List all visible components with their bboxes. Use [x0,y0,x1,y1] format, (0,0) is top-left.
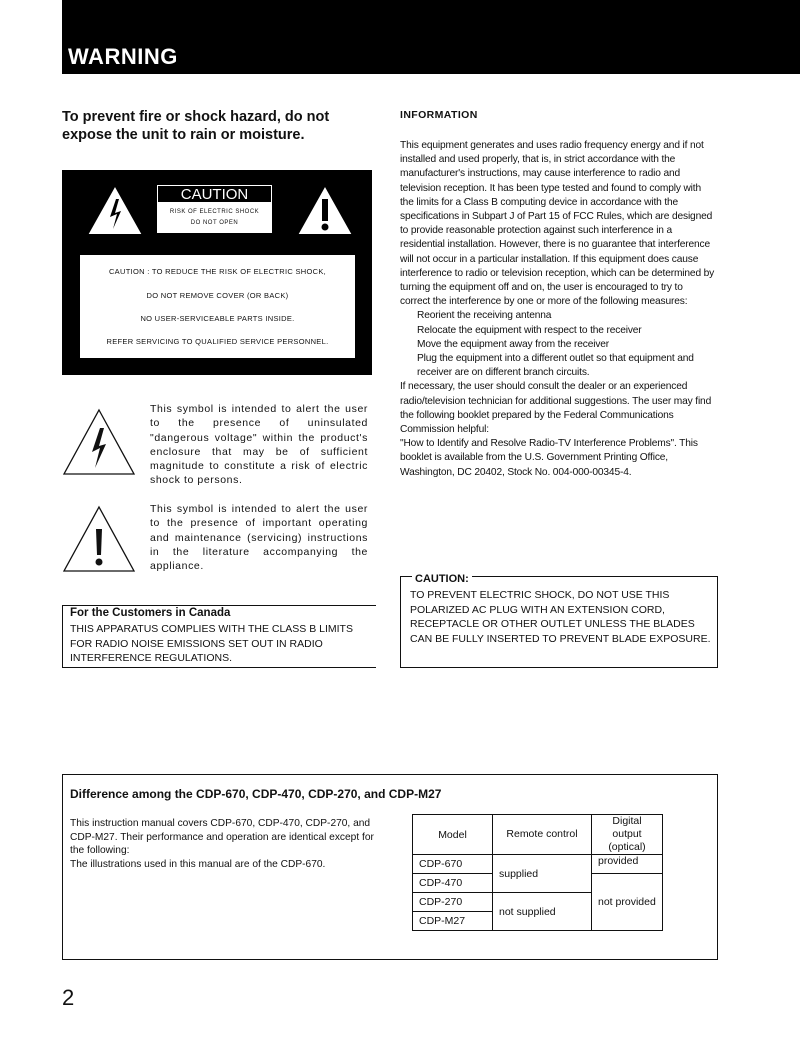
table-cell-model: CDP-470 [413,874,493,893]
caution-label-title: CAUTION [157,185,272,203]
information-paragraph: If necessary, the user should consult the dealer or an experienced radio/television technician for additional suggestions. The user may find the following booklet prepared by the Federal Communications Commission helpful: [400,381,712,436]
table-header: Digital output (optical) [592,815,663,855]
hazard-heading: To prevent fire or shock hazard, do not expose the unit to rain or moisture. [62,109,330,143]
canada-notice-text: THIS APPARATUS COMPLIES WITH THE CLASS B LIMITS FOR RADIO NOISE EMISSIONS SET OUT IN RADIO INTERFERENCE REGULATIONS. [70,623,353,664]
model-comparison-table [412,814,663,931]
information-heading: INFORMATION [400,109,478,121]
plug-caution-title: CAUTION: [415,573,469,585]
table-cell-model: CDP-270 [413,893,493,912]
table-cell-remote: supplied [493,855,592,893]
measure-item: Move the equipment away from the receiver [417,338,610,350]
table-cell-model: CDP-670 [413,855,493,874]
information-paragraph: This equipment generates and uses radio frequency energy and if not installed and used properly, that is, in strict accordance with the manufacturer's instructions, may cause interference to radio and television reception. It has been type tested and found to comply with the limits for a Class B computing device in accordance with the specifications in Subpart J of Part 15 of FCC Rules, which are designed to provide reasonable protection against such interference in a residential installation. However, there is no guarantee that interference will not occur in a particular installation. If this equipment does cause interference to radio or television reception, which can be determined by turning the equipment off and on, the user is encouraged to try to correct the interference by one or more of the following measures: [400,140,715,308]
information-body [400,139,715,480]
table-cell-remote: not supplied [493,893,592,931]
table-header: Model [413,815,493,855]
information-paragraph: "How to Identify and Resolve Radio-TV Interference Problems". This booklet is available from the U.S. Government Printing Office, Washington, DC 20402, Stock No. 004-000-00345-4. [400,438,698,478]
lightning-warning-icon [85,183,145,237]
measure-item: Reorient the receiving antenna [417,310,552,322]
exclamation-symbol-icon [62,505,136,573]
page-number: 2 [62,985,75,1010]
canada-notice-title: For the Customers in Canada [70,607,231,619]
lightning-symbol-description: This symbol is intended to alert the user to the presence of uninsulated "dangerous voltage" within the product's enclosure that may be of sufficient magnitude to constitute a risk of electric shock to persons. [150,403,368,487]
caution-label-line: DO NOT OPEN [190,220,239,226]
table-cell-model: CDP-M27 [413,912,493,931]
page-title: WARNING [68,44,178,69]
caution-notice [80,255,355,358]
caution-label-line: RISK OF ELECTRIC SHOCK [169,209,260,215]
exclamation-symbol-description: This symbol is intended to alert the user to the presence of important operating and maintenance (servicing) instructions in the literature accompanying the appliance. [150,503,368,573]
lightning-symbol-icon [62,408,136,476]
caution-notice-line: REFER SERVICING TO QUALIFIED SERVICE PERSONNEL. [106,337,329,346]
measure-item: Relocate the equipment with respect to the receiver [417,324,642,336]
model-difference-paragraph: The illustrations used in this manual are of the CDP-670. [70,858,326,870]
plug-caution-text: TO PREVENT ELECTRIC SHOCK, DO NOT USE THIS POLARIZED AC PLUG WITH AN EXTENSION CORD, RECEPTACLE OR OTHER OUTLET UNLESS THE BLADES CAN BE FULLY INSERTED TO PREVENT BLADE EXPOSURE. [410,589,711,645]
plug-caution-title-wrap [412,569,472,587]
measure-item: Plug the equipment into a different outlet so that equipment and receiver are on different branch circuits. [417,353,694,379]
exclamation-warning-icon [295,183,355,237]
table-cell-digital: provided [592,855,663,874]
caution-notice-line: DO NOT REMOVE COVER (OR BACK) [146,291,289,300]
model-difference-text [70,817,390,871]
table-header: Remote control [493,815,592,855]
caution-notice-line: CAUTION : TO REDUCE THE RISK OF ELECTRIC SHOCK, [108,267,327,276]
table-cell-digital: not provided [592,874,663,931]
model-difference-title: Difference among the CDP-670, CDP-470, CDP-270, and CDP-M27 [70,787,442,801]
caution-notice-line: NO USER-SERVICEABLE PARTS INSIDE. [140,314,295,323]
model-difference-paragraph: This instruction manual covers CDP-670, CDP-470, CDP-270, and CDP-M27. Their performance and operation are identical except for the following: [70,818,374,857]
